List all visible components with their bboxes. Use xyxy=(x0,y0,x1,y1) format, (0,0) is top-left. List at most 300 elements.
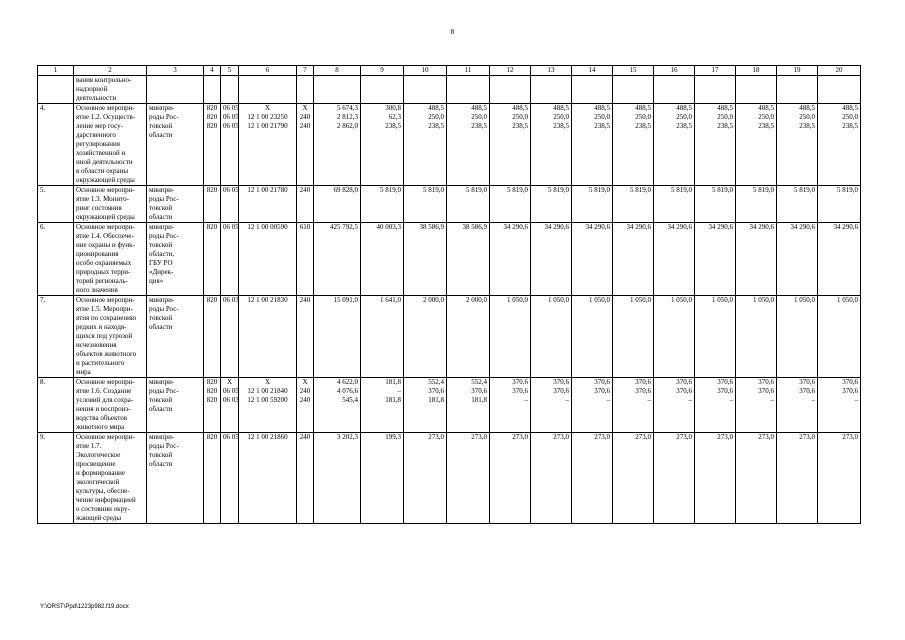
value-line: 5 819,0 xyxy=(671,186,692,194)
value-cell xyxy=(777,433,818,524)
value-line: 238,5 xyxy=(471,122,487,130)
column-number-cell: 15 xyxy=(613,66,654,76)
value-line: 238,5 xyxy=(385,122,401,130)
value-cell xyxy=(361,378,404,433)
value-cell xyxy=(490,104,531,186)
value-cell xyxy=(531,223,572,296)
row-number: 5. xyxy=(40,186,46,194)
executor-line: минпри- xyxy=(149,223,175,231)
value-line: 38 586,9 xyxy=(419,223,444,231)
event-name-line: ятия по сохранению xyxy=(76,314,137,322)
column-number-cell: 14 xyxy=(572,66,613,76)
executor-cell xyxy=(147,378,204,433)
value-cell xyxy=(447,104,490,186)
value-line: 238,5 xyxy=(428,122,444,130)
budget-table xyxy=(37,65,861,524)
executor-cell xyxy=(147,223,204,296)
value-line: 370,6 xyxy=(512,378,528,386)
value-line: – xyxy=(647,396,651,404)
value-line: 181,8 xyxy=(385,378,401,386)
value-line: 488,5 xyxy=(553,104,569,112)
value-line: 820 xyxy=(206,433,218,441)
value-cell xyxy=(736,223,777,296)
value-cell xyxy=(490,186,531,223)
value-line: 552,4 xyxy=(428,378,444,386)
value-cell xyxy=(654,104,695,186)
value-cell xyxy=(447,378,490,433)
value-cell xyxy=(404,104,447,186)
value-line: 34 290,6 xyxy=(585,223,610,231)
executor-line: минпри- xyxy=(149,186,175,194)
value-cell xyxy=(531,433,572,524)
value-line: 370,6 xyxy=(553,378,569,386)
value-cell xyxy=(777,76,818,104)
event-name-cell xyxy=(74,296,147,378)
value-line: 820 xyxy=(206,296,218,304)
value-line: 273,0 xyxy=(594,433,610,441)
value-line: 69 828,0 xyxy=(333,186,358,194)
event-name-line: щихся под угрозой xyxy=(76,332,133,340)
column-number-cell: 2 xyxy=(74,66,147,76)
value-line: – xyxy=(565,396,569,404)
value-cell xyxy=(613,378,654,433)
value-cell xyxy=(361,186,404,223)
value-cell xyxy=(654,186,695,223)
value-cell xyxy=(404,76,447,104)
value-line: 488,5 xyxy=(676,104,692,112)
value-cell xyxy=(777,186,818,223)
event-name-line: Экологическое xyxy=(76,451,121,459)
table-row xyxy=(38,296,861,378)
event-name-line: дарственного xyxy=(76,131,116,139)
value-line: 1 641,0 xyxy=(380,296,401,304)
value-line: 370,6 xyxy=(717,378,733,386)
value-cell xyxy=(531,76,572,104)
event-name-line: ционирования xyxy=(76,250,119,258)
event-name-line: животного мира xyxy=(76,423,125,431)
event-name-cell xyxy=(74,433,147,524)
column-number-cell: 16 xyxy=(654,66,695,76)
event-name-line: природных терри- xyxy=(76,268,131,276)
executor-cell xyxy=(147,104,204,186)
value-line: 1 050,0 xyxy=(753,296,774,304)
value-line: 06 05 xyxy=(223,104,239,112)
value-line: 488,5 xyxy=(428,104,444,112)
value-line: 488,5 xyxy=(758,104,774,112)
column-number-cell: 4 xyxy=(204,66,221,76)
value-line: 240 xyxy=(299,296,311,304)
value-line: 370,6 xyxy=(635,378,651,386)
value-cell xyxy=(404,223,447,296)
value-line: – xyxy=(524,396,528,404)
event-name-line: окружающей среды xyxy=(76,176,135,184)
event-name-line: ятие 1.3. Монито- xyxy=(76,195,129,203)
value-line: 370,6 xyxy=(842,387,858,395)
column-number-cell: 3 xyxy=(147,66,204,76)
value-line: 820 xyxy=(206,113,218,121)
value-cell xyxy=(239,104,297,186)
event-name-line: ятие 1.4. Обеспече- xyxy=(76,232,134,240)
executor-line: роды Рос- xyxy=(149,305,179,313)
value-line: 1 050,0 xyxy=(837,296,858,304)
value-cell xyxy=(221,378,239,433)
value-line: 1 050,0 xyxy=(712,296,733,304)
value-cell xyxy=(695,296,736,378)
value-line: X xyxy=(264,104,271,112)
value-line: 250,0 xyxy=(635,113,651,121)
value-cell xyxy=(314,223,361,296)
value-cell xyxy=(297,296,314,378)
table-row xyxy=(38,104,861,186)
event-name-line: Основное меропри- xyxy=(76,186,135,194)
value-cell xyxy=(239,76,297,104)
event-name-line: Основное меропри- xyxy=(76,378,135,386)
value-cell xyxy=(204,296,221,378)
value-line: 370,6 xyxy=(676,378,692,386)
value-line: 250,0 xyxy=(471,113,487,121)
value-line: 370,6 xyxy=(758,387,774,395)
event-name-line: просвещение xyxy=(76,460,116,468)
value-line: 181,8 xyxy=(428,396,444,404)
value-line: 250,0 xyxy=(512,113,528,121)
event-name-line: окружающей среды xyxy=(76,213,135,221)
value-cell xyxy=(361,223,404,296)
value-line: 488,5 xyxy=(842,104,858,112)
row-number-cell xyxy=(38,433,74,524)
value-line: X xyxy=(264,378,271,386)
value-line: 5 819,0 xyxy=(548,186,569,194)
value-line: 06 05 xyxy=(223,223,239,231)
value-cell xyxy=(490,76,531,104)
column-number-cell: 11 xyxy=(447,66,490,76)
value-cell xyxy=(572,104,613,186)
value-line: 273,0 xyxy=(428,433,444,441)
value-line: 552,4 xyxy=(471,378,487,386)
value-cell xyxy=(654,223,695,296)
table-row xyxy=(38,186,861,223)
value-cell xyxy=(361,104,404,186)
row-number: 4. xyxy=(40,104,46,112)
event-name-line: хозяйственной и xyxy=(76,149,126,157)
row-number-cell xyxy=(38,186,74,223)
event-name-line: ного значения xyxy=(76,286,118,294)
value-line: 34 290,6 xyxy=(544,223,569,231)
value-line: 1 050,0 xyxy=(507,296,528,304)
value-cell xyxy=(361,296,404,378)
value-cell xyxy=(447,186,490,223)
value-line: 250,0 xyxy=(428,113,444,121)
executor-line: роды Рос- xyxy=(149,195,179,203)
value-cell xyxy=(447,76,490,104)
value-line: 273,0 xyxy=(799,433,815,441)
value-line: 250,0 xyxy=(553,113,569,121)
value-cell xyxy=(613,223,654,296)
event-name-line: ятие 1.2. Осуществ- xyxy=(76,113,136,121)
value-cell xyxy=(297,223,314,296)
value-line: 06 05 xyxy=(223,387,239,395)
value-line: 370,6 xyxy=(594,387,610,395)
value-cell xyxy=(297,186,314,223)
value-cell xyxy=(572,433,613,524)
value-line: 1 050,0 xyxy=(630,296,651,304)
executor-line: товской xyxy=(149,241,173,249)
value-line: 06 05 xyxy=(223,186,239,194)
executor-line: товской xyxy=(149,122,173,130)
value-line: 34 290,6 xyxy=(833,223,858,231)
event-name-cell xyxy=(74,76,147,104)
value-line: 5 819,0 xyxy=(423,186,444,194)
value-cell xyxy=(297,104,314,186)
executor-line: области, xyxy=(149,250,175,258)
value-cell xyxy=(314,76,361,104)
row-number: 9. xyxy=(40,433,46,441)
value-line: 5 819,0 xyxy=(589,186,610,194)
event-name-line: в области охраны xyxy=(76,167,129,175)
column-number-cell: 18 xyxy=(736,66,777,76)
value-line: – xyxy=(688,396,692,404)
value-cell xyxy=(204,104,221,186)
value-cell xyxy=(572,76,613,104)
column-number-cell: 19 xyxy=(777,66,818,76)
value-line: 2 000,0 xyxy=(466,296,487,304)
value-line: – xyxy=(397,387,401,395)
executor-line: роды Рос- xyxy=(149,232,179,240)
value-cell xyxy=(818,296,861,378)
value-line: 370,6 xyxy=(594,378,610,386)
value-line: 12 1 00 21860 xyxy=(247,433,288,441)
value-line: 12 1 00 21790 xyxy=(247,122,288,130)
value-line: 2 862,0 xyxy=(337,122,358,130)
event-name-line: условий для сохра- xyxy=(76,396,134,404)
value-cell xyxy=(297,433,314,524)
value-line: 273,0 xyxy=(471,433,487,441)
value-cell xyxy=(777,378,818,433)
value-cell xyxy=(490,296,531,378)
event-name-line: водства объектов xyxy=(76,414,128,422)
value-line: 5 819,0 xyxy=(794,186,815,194)
value-line: 34 290,6 xyxy=(503,223,528,231)
column-number-cell: 9 xyxy=(361,66,404,76)
value-cell xyxy=(404,186,447,223)
row-number-cell xyxy=(38,76,74,104)
value-cell xyxy=(818,433,861,524)
value-line: 12 1 00 21830 xyxy=(247,296,288,304)
executor-line: товской xyxy=(149,396,173,404)
value-line: – xyxy=(854,396,858,404)
value-cell xyxy=(490,378,531,433)
value-line: 238,5 xyxy=(512,122,528,130)
value-line: 181,8 xyxy=(471,396,487,404)
value-cell xyxy=(654,296,695,378)
value-line: 273,0 xyxy=(676,433,692,441)
executor-line: минпри- xyxy=(149,433,175,441)
value-line: – xyxy=(770,396,774,404)
value-cell xyxy=(572,223,613,296)
value-line: 820 xyxy=(206,387,218,395)
value-cell xyxy=(447,223,490,296)
value-cell xyxy=(818,76,861,104)
value-cell xyxy=(818,186,861,223)
event-name-line: Основное меропри- xyxy=(76,296,135,304)
event-name-line: культуры, обеспе- xyxy=(76,487,130,495)
value-line: 12 1 00 21840 xyxy=(247,387,288,395)
value-cell xyxy=(695,223,736,296)
value-line: 238,5 xyxy=(676,122,692,130)
value-line: 370,6 xyxy=(512,387,528,395)
value-line: 34 290,6 xyxy=(667,223,692,231)
executor-line: области xyxy=(149,405,173,413)
value-cell xyxy=(818,104,861,186)
value-cell xyxy=(239,296,297,378)
event-name-line: Основное меропри- xyxy=(76,104,135,112)
value-cell xyxy=(404,378,447,433)
value-cell xyxy=(572,186,613,223)
value-line: 488,5 xyxy=(594,104,610,112)
value-line: 488,5 xyxy=(512,104,528,112)
executor-cell xyxy=(147,433,204,524)
event-name-cell xyxy=(74,186,147,223)
value-cell xyxy=(531,186,572,223)
column-number-cell: 13 xyxy=(531,66,572,76)
executor-line: минпри- xyxy=(149,378,175,386)
value-line: 370,6 xyxy=(758,378,774,386)
value-line: – xyxy=(811,396,815,404)
value-line: 181,8 xyxy=(385,396,401,404)
value-line: 238,5 xyxy=(553,122,569,130)
executor-cell xyxy=(147,76,204,104)
value-cell xyxy=(777,296,818,378)
event-name-line: объектов животного xyxy=(76,350,137,358)
event-name-line: вания контрольно- xyxy=(76,76,132,84)
value-line: 34 290,6 xyxy=(749,223,774,231)
value-cell xyxy=(613,186,654,223)
value-line: 5 819,0 xyxy=(507,186,528,194)
value-line: 250,0 xyxy=(758,113,774,121)
value-cell xyxy=(447,433,490,524)
value-cell xyxy=(204,433,221,524)
value-line: 199,3 xyxy=(385,433,401,441)
value-line: 425 792,5 xyxy=(330,223,358,231)
row-number: 8. xyxy=(40,378,46,386)
event-name-line: Основное меропри- xyxy=(76,223,135,231)
executor-line: товской xyxy=(149,314,173,322)
value-line: 820 xyxy=(206,104,218,112)
value-line: 5 819,0 xyxy=(712,186,733,194)
value-line: 5 819,0 xyxy=(753,186,774,194)
value-line: 273,0 xyxy=(512,433,528,441)
value-line: 238,5 xyxy=(594,122,610,130)
executor-line: области xyxy=(149,323,173,331)
column-number-cell: 12 xyxy=(490,66,531,76)
value-line: X xyxy=(302,378,308,386)
value-cell xyxy=(297,378,314,433)
value-line: X xyxy=(302,104,308,112)
value-line: 238,5 xyxy=(717,122,733,130)
value-line: – xyxy=(606,396,610,404)
value-cell xyxy=(221,223,239,296)
column-number-cell: 17 xyxy=(695,66,736,76)
event-name-line: торий региональ- xyxy=(76,277,128,285)
value-line: 240 xyxy=(299,186,311,194)
value-cell xyxy=(736,378,777,433)
value-cell xyxy=(695,76,736,104)
value-line: 240 xyxy=(299,387,311,395)
column-number-cell: 20 xyxy=(818,66,861,76)
value-cell xyxy=(654,378,695,433)
event-name-line: иной деятельности xyxy=(76,158,133,166)
table-row xyxy=(38,76,861,104)
value-line: 4 622,0 xyxy=(337,378,358,386)
value-line: 370,6 xyxy=(799,387,815,395)
value-line: 240 xyxy=(299,433,311,441)
value-line: 5 819,0 xyxy=(837,186,858,194)
value-line: 300,8 xyxy=(385,104,401,112)
value-cell xyxy=(239,433,297,524)
value-cell xyxy=(818,223,861,296)
value-cell xyxy=(221,186,239,223)
value-cell xyxy=(613,296,654,378)
value-line: 820 xyxy=(206,122,218,130)
event-name-line: о состоянии окру- xyxy=(76,505,130,513)
executor-line: ция» xyxy=(149,277,164,285)
value-cell xyxy=(314,186,361,223)
value-cell xyxy=(314,104,361,186)
value-cell xyxy=(404,296,447,378)
value-line: 273,0 xyxy=(717,433,733,441)
value-cell xyxy=(613,104,654,186)
value-cell xyxy=(297,76,314,104)
event-name-line: надзорной xyxy=(76,85,108,93)
value-cell xyxy=(613,76,654,104)
value-line: X xyxy=(226,378,233,386)
value-cell xyxy=(239,223,297,296)
column-number-cell: 7 xyxy=(297,66,314,76)
column-number-cell: 1 xyxy=(38,66,74,76)
value-line: 820 xyxy=(206,396,218,404)
event-name-line: нения и воспроиз- xyxy=(76,405,131,413)
value-line: 820 xyxy=(206,378,218,386)
value-line: 820 xyxy=(206,223,218,231)
value-line: 1 050,0 xyxy=(548,296,569,304)
value-line: 820 xyxy=(206,186,218,194)
value-line: 238,5 xyxy=(635,122,651,130)
value-cell xyxy=(239,378,297,433)
value-line: 238,5 xyxy=(758,122,774,130)
executor-cell xyxy=(147,186,204,223)
value-line: – xyxy=(729,396,733,404)
row-number: 6. xyxy=(40,223,46,231)
value-cell xyxy=(695,186,736,223)
value-cell xyxy=(654,433,695,524)
value-line: 250,0 xyxy=(676,113,692,121)
value-cell xyxy=(221,76,239,104)
executor-line: области xyxy=(149,213,173,221)
value-line: 38 586,9 xyxy=(462,223,487,231)
value-cell xyxy=(221,104,239,186)
event-name-line: ление мер госу- xyxy=(76,122,123,130)
event-name-line: Основное меропри- xyxy=(76,433,135,441)
value-line: 273,0 xyxy=(553,433,569,441)
value-line: 250,0 xyxy=(594,113,610,121)
value-cell xyxy=(490,223,531,296)
value-cell xyxy=(239,186,297,223)
event-name-line: ятие 1.6. Создание xyxy=(76,387,132,395)
value-line: 5 819,0 xyxy=(380,186,401,194)
value-line: 40 003,3 xyxy=(376,223,401,231)
value-cell xyxy=(736,433,777,524)
value-cell xyxy=(736,186,777,223)
event-name-line: и растительного xyxy=(76,359,125,367)
